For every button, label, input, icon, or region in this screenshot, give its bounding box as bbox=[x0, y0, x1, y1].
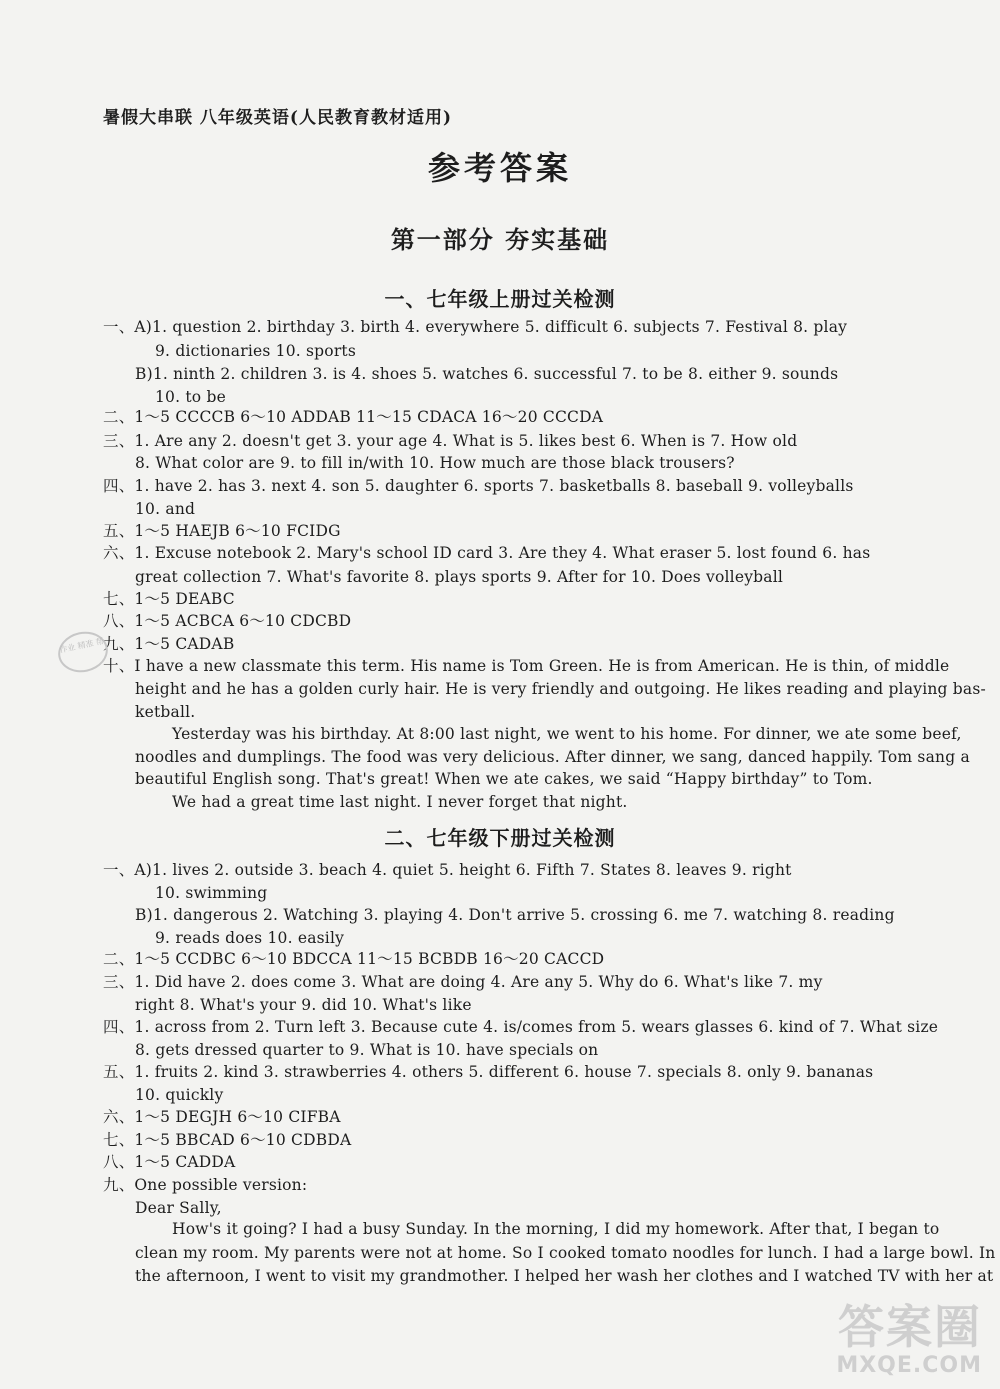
answer-line: 9. dictionaries 10. sports bbox=[155, 342, 357, 360]
answer-line: 六、1～5 DEGJH 6～10 CIFBA bbox=[103, 1108, 341, 1126]
answer-line: 8. What color are 9. to fill in/with 10. How much are those black trousers? bbox=[135, 454, 735, 472]
answer-line: 10. swimming bbox=[155, 884, 268, 902]
answer-line: Yesterday was his birthday. At 8:00 last night, we went to his home. For dinner, we ate some beef, bbox=[172, 725, 962, 743]
answer-line: B)1. dangerous 2. Watching 3. playing 4. Don't arrive 5. crossing 6. me 7. watching 8. reading bbox=[135, 906, 895, 924]
answer-line: ketball. bbox=[135, 703, 196, 721]
answer-line: the afternoon, I went to visit my grandmother. I helped her wash her clothes and I watched TV with her at bbox=[135, 1267, 994, 1285]
answer-line: 八、1～5 ACBCA 6～10 CDCBD bbox=[103, 612, 352, 630]
answer-line: 二、1～5 CCCCB 6～10 ADDAB 11～15 CDACA 16～20 CCCDA bbox=[103, 408, 604, 426]
answer-line: 七、1～5 BBCAD 6～10 CDBDA bbox=[103, 1131, 352, 1149]
answer-line: 七、1～5 DEABC bbox=[103, 590, 235, 608]
answer-line: 四、1. across from 2. Turn left 3. Because cute 4. is/comes from 5. wears glasses 6. kind of 7. What size bbox=[103, 1018, 939, 1036]
answer-line: 10. to be bbox=[155, 388, 226, 406]
book-header: 暑假大串联 八年级英语(人民教育教材适用) bbox=[103, 108, 453, 128]
section-title-grade7-vol1: 一、七年级上册过关检测 bbox=[384, 287, 616, 311]
answer-line: clean my room. My parents were not at home. So I cooked tomato noodles for lunch. I had a large bowl. In bbox=[135, 1244, 996, 1262]
answer-line: 8. gets dressed quarter to 9. What is 10. have specials on bbox=[135, 1041, 599, 1059]
answer-line: 9. reads does 10. easily bbox=[155, 929, 345, 947]
answer-line: 三、1. Did have 2. does come 3. What are doing 4. Are any 5. Why do 6. What's like 7. my bbox=[103, 973, 823, 991]
answer-line: Dear Sally, bbox=[135, 1199, 222, 1217]
answer-line: 10. and bbox=[135, 500, 196, 518]
watermark-logo-text: 答案圈 bbox=[838, 1300, 982, 1354]
faded-stamp: 作业 精准 帮 bbox=[54, 627, 111, 677]
answer-line: great collection 7. What's favorite 8. plays sports 9. After for 10. Does volleyball bbox=[135, 568, 784, 586]
answer-line: noodles and dumplings. The food was very delicious. After dinner, we sang, danced happily. Tom sang a bbox=[135, 748, 970, 766]
answer-line: 10. quickly bbox=[135, 1086, 224, 1104]
answer-line: 三、1. Are any 2. doesn't get 3. your age 4. What is 5. likes best 6. When is 7. How old bbox=[103, 432, 798, 450]
section-title-grade7-vol2: 二、七年级下册过关检测 bbox=[384, 826, 616, 850]
answer-line: 九、One possible version: bbox=[103, 1176, 308, 1194]
answer-line: 五、1～5 HAEJB 6～10 FCIDG bbox=[103, 522, 341, 540]
answer-line: 八、1～5 CADDA bbox=[103, 1153, 236, 1171]
answer-line: B)1. ninth 2. children 3. is 4. shoes 5. watches 6. successful 7. to be 8. either 9. sounds bbox=[135, 365, 839, 383]
answer-line: 四、1. have 2. has 3. next 4. son 5. daughter 6. sports 7. basketballs 8. baseball 9. volleyballs bbox=[103, 477, 854, 495]
answer-line: How's it going? I had a busy Sunday. In the morning, I did my homework. After that, I began to bbox=[172, 1220, 940, 1238]
watermark-url: MXQE.COM bbox=[836, 1353, 982, 1378]
answer-line: beautiful English song. That's great! When we ate cakes, we said “Happy birthday” to Tom. bbox=[135, 770, 873, 788]
answer-line: 一、A)1. lives 2. outside 3. beach 4. quiet 5. height 6. Fifth 7. States 8. leaves 9. right bbox=[103, 861, 792, 879]
answer-line: We had a great time last night. I never forget that night. bbox=[172, 793, 628, 811]
answer-line: 六、1. Excuse notebook 2. Mary's school ID card 3. Are they 4. What eraser 5. lost found 6. has bbox=[103, 544, 871, 562]
answer-line: 二、1～5 CCDBC 6～10 BDCCA 11～15 BCBDB 16～20 CACCD bbox=[103, 950, 605, 968]
site-watermark bbox=[782, 1301, 982, 1381]
answer-line: 五、1. fruits 2. kind 3. strawberries 4. others 5. different 6. house 7. specials 8. only 9. bananas bbox=[103, 1063, 874, 1081]
answer-line: 一、A)1. question 2. birthday 3. birth 4. everywhere 5. difficult 6. subjects 7. Festival 8. play bbox=[103, 318, 848, 336]
answer-line: right 8. What's your 9. did 10. What's like bbox=[135, 996, 472, 1014]
answer-line: 九、1～5 CADAB bbox=[103, 635, 235, 653]
answer-line: height and he has a golden curly hair. He is very friendly and outgoing. He likes reading and playing bas- bbox=[135, 680, 986, 698]
part-heading: 第一部分 夯实基础 bbox=[390, 225, 610, 254]
answer-line: 十、I have a new classmate this term. His name is Tom Green. He is from American. He is thin, of middle bbox=[103, 657, 950, 675]
page-title: 参考答案 bbox=[427, 149, 572, 187]
